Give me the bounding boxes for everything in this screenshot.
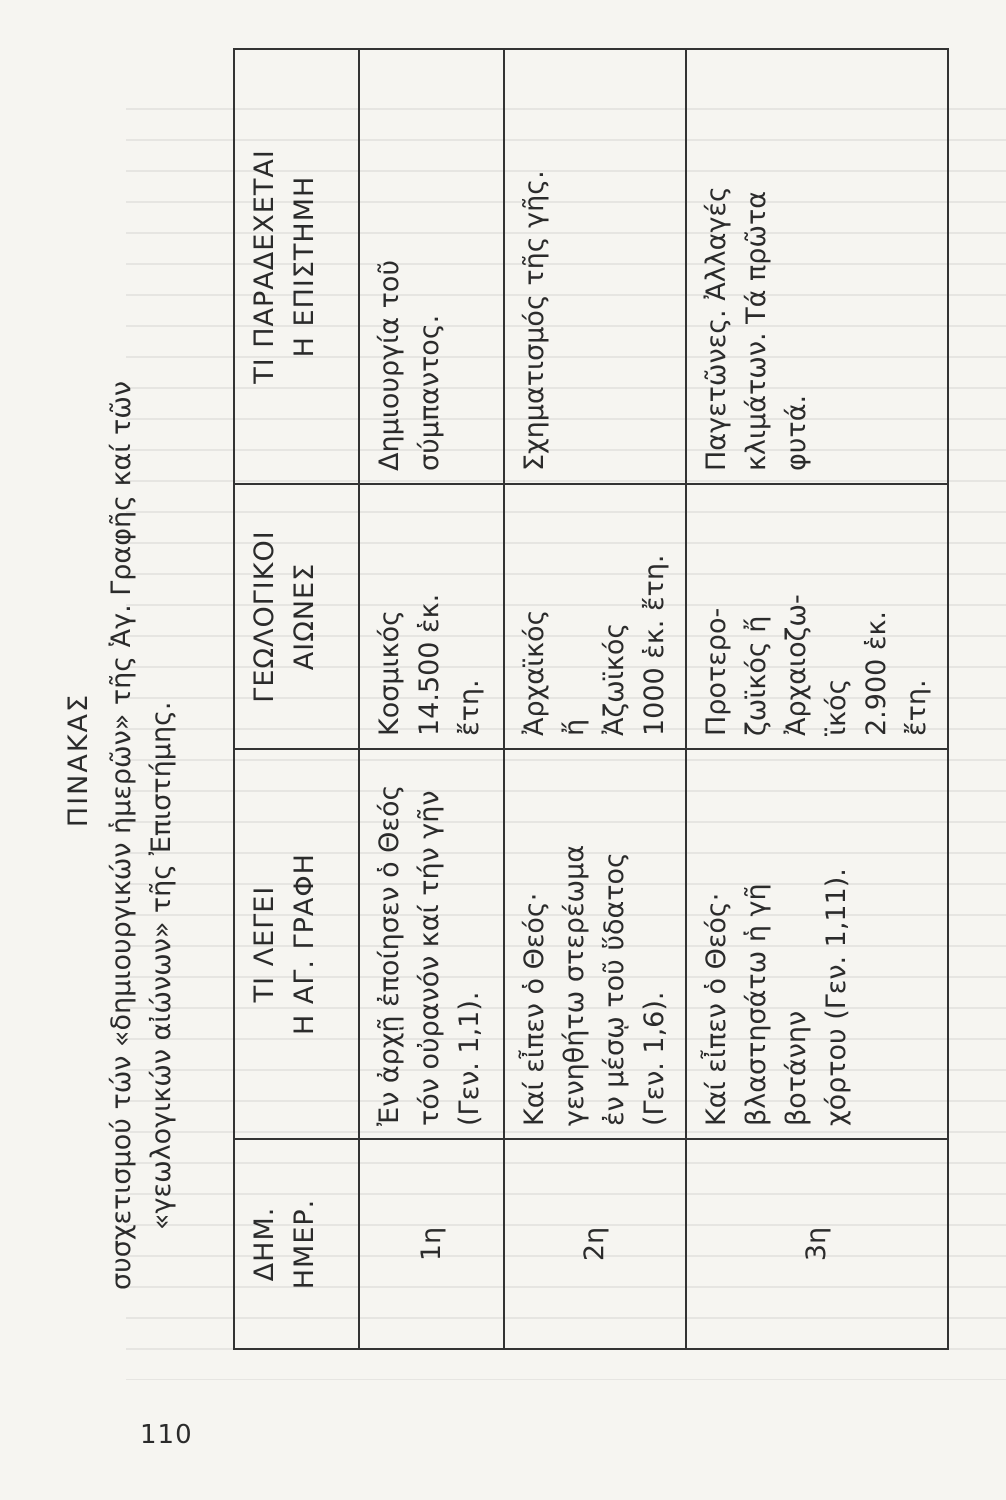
correlation-table (233, 48, 949, 1350)
era-cell: Προτερο- ζωϊκός ἤ Ἀρχαιοζω- ϊκός 2.900 ἑκ. ἔτη. (686, 484, 948, 749)
table-row (359, 49, 504, 1349)
scripture-cell: Καί εἶπεν ὁ Θεός· βλαστησάτω ἡ γῆ βοτάνην χόρτου (Γεν. 1,11). (686, 749, 948, 1139)
caption-line-2: «γεωλογικών αἰώνων» τῆς Ἐπιστήμης. (146, 701, 177, 1230)
table-row (504, 49, 686, 1349)
page-number: 110 (140, 1420, 193, 1450)
caption-title: ΠΙΝΑΚΑΣ (63, 692, 94, 828)
table-header-row (234, 49, 359, 1349)
science-cell: Σχηματισμός τῆς γῆς. (504, 49, 686, 484)
day-cell: 3η (686, 1139, 948, 1349)
caption-line-1: συσχετισμού τών «δημιουργικών ἡμερῶν» τῆς Ἁγ. Γραφῆς καί τῶν (106, 381, 137, 1290)
table-caption (63, 50, 213, 1350)
era-cell: Ἀρχαϊκός ἤ Ἀζωϊκός 1000 ἑκ. ἔτη. (504, 484, 686, 749)
scripture-cell: Ἐν ἀρχῇ ἐποίησεν ὁ Θεός τόν οὐρανόν καί τήν γῆν (Γεν. 1,1). (359, 749, 504, 1139)
science-cell: Δημιουργία τοῦ σύμπαντος. (359, 49, 504, 484)
era-cell: Κοσμικός 14.500 ἑκ. ἔτη. (359, 484, 504, 749)
header-scripture: ΤΙ ΛΕΓΕΙ Η ΑΓ. ΓΡΑΦΗ (234, 749, 359, 1139)
header-day: ΔΗΜ. ΗΜΕΡ. (234, 1139, 359, 1349)
science-cell: Παγετῶνες. Ἀλλαγές κλιμάτων. Τά πρῶτα φυτά. (686, 49, 948, 484)
header-era: ΓΕΩΛΟΓΙΚΟΙ ΑΙΩΝΕΣ (234, 484, 359, 749)
day-cell: 1η (359, 1139, 504, 1349)
rotated-table-block (63, 50, 943, 1350)
header-science: ΤΙ ΠΑΡΑΔΕΧΕΤΑΙ Η ΕΠΙΣΤΗΜΗ (234, 49, 359, 484)
day-cell: 2η (504, 1139, 686, 1349)
table-row (686, 49, 948, 1349)
scripture-cell: Καί εἶπεν ὁ Θεός· γενηθήτω στερέωμα ἐν μέσῳ τοῦ ὕδατος (Γεν. 1,6). (504, 749, 686, 1139)
